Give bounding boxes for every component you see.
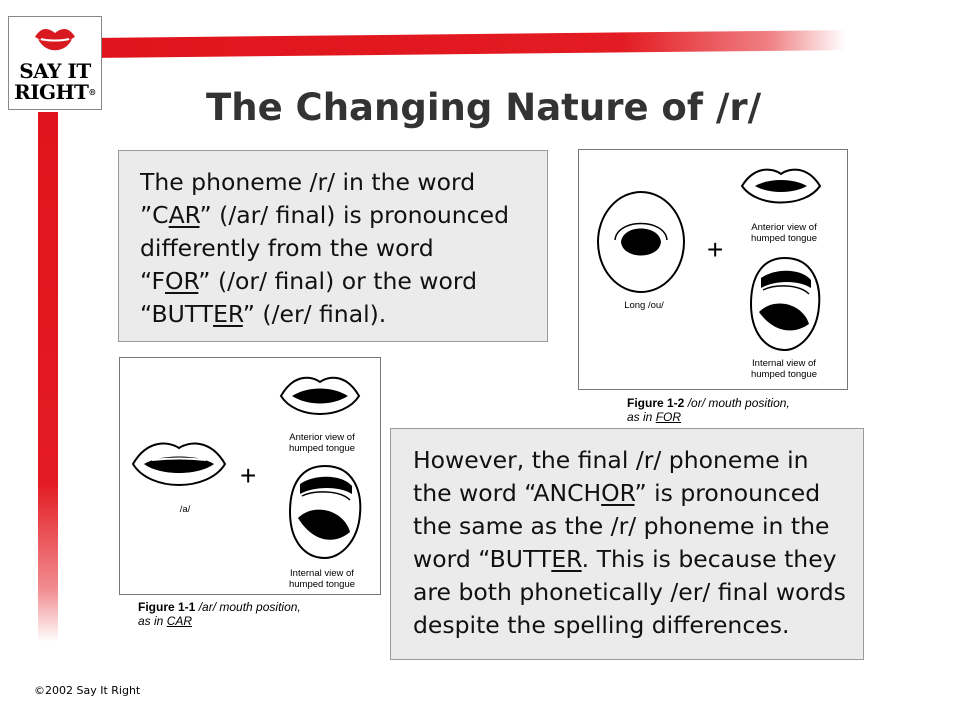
box1-line: The phoneme /r/ in the word xyxy=(140,168,476,196)
page-title: The Changing Nature of /r/ xyxy=(206,86,762,129)
figure-1-2-image xyxy=(578,149,848,390)
lips-icon xyxy=(32,23,78,57)
box2-line: are both phonetically /er/ final words xyxy=(413,578,846,606)
figure-1-2-caption: Figure 1-2 /or/ mouth position, as in FOR xyxy=(627,396,790,424)
explanation-box-1 xyxy=(118,150,548,342)
figure-1-1-caption: Figure 1-1 /ar/ mouth position, as in CAR xyxy=(138,600,301,628)
box2-line: the same as the /r/ phoneme in the xyxy=(413,512,830,540)
box1-line: differently from the word xyxy=(140,234,434,262)
box1-line: “FOR” (/or/ final) or the word xyxy=(140,267,478,295)
box2-line: despite the spelling differences. xyxy=(413,611,790,639)
label-a: /a/ xyxy=(179,504,191,515)
box2-line: the word “ANCHOR” is pronounced xyxy=(413,479,821,507)
say-it-right-logo xyxy=(8,16,102,110)
figure-1-1-image xyxy=(119,357,381,595)
internal-mouth-icon xyxy=(284,462,366,562)
red-brush-stroke-left xyxy=(38,112,58,642)
box2-line: word “BUTTER. This is because they xyxy=(413,545,837,573)
red-brush-stroke-top xyxy=(100,30,845,58)
label-anterior-view: Anterior view of humped tongue xyxy=(288,432,356,454)
open-lips-ar-icon xyxy=(130,436,228,494)
plus-sign: + xyxy=(240,460,257,491)
label-internal-view: Internal view of humped tongue xyxy=(288,568,356,590)
label-internal-view: Internal view of humped tongue xyxy=(750,358,818,380)
label-anterior-view: Anterior view of humped tongue xyxy=(750,222,818,244)
logo-text-line2: RIGHT® xyxy=(14,80,96,104)
logo-text-line1: SAY IT xyxy=(19,59,91,83)
open-mouth-ou-icon xyxy=(595,190,687,298)
internal-mouth-icon xyxy=(745,254,825,354)
anterior-lips-icon xyxy=(739,162,823,210)
box1-line: ”CAR” (/ar/ final) is pronounced xyxy=(140,201,509,229)
copyright-footer: ©2002 Say It Right xyxy=(34,684,141,697)
explanation-box-2 xyxy=(390,428,864,660)
plus-sign: + xyxy=(707,234,724,265)
label-long-ou: Long /ou/ xyxy=(624,300,664,311)
anterior-lips-icon xyxy=(278,370,362,422)
box2-line: However, the final /r/ phoneme in xyxy=(413,446,809,474)
box1-line: “BUTTER” (/er/ final). xyxy=(140,300,387,328)
